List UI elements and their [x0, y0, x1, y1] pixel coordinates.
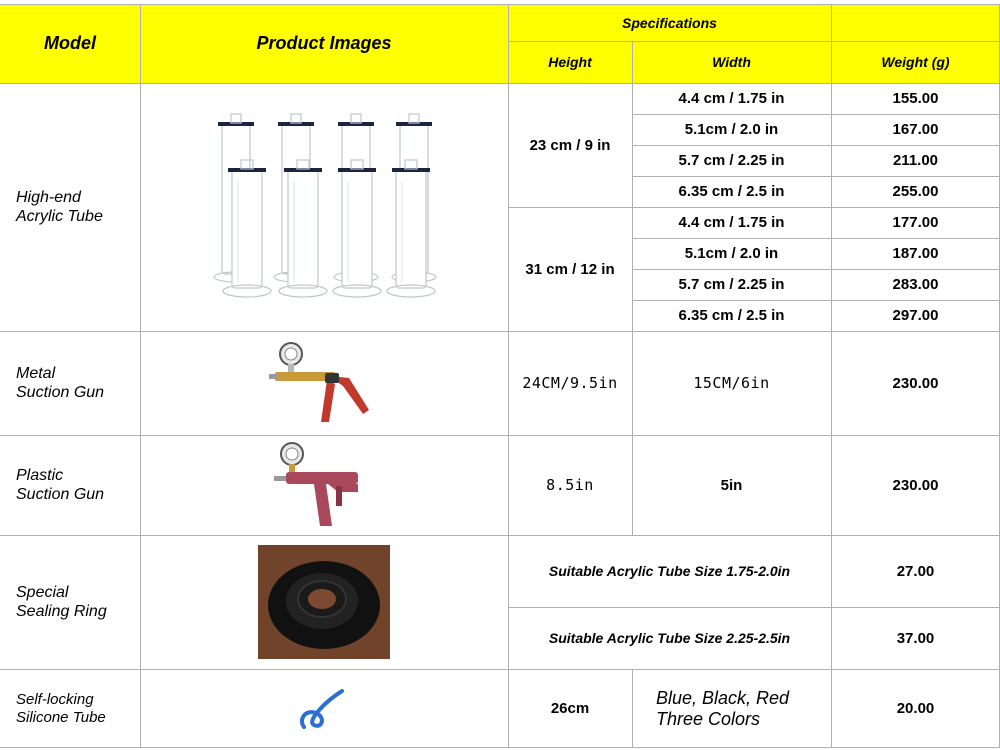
width-cell: 6.35 cm / 2.5 in	[678, 307, 785, 324]
grid-line	[632, 145, 1000, 146]
grid-line	[0, 4, 1000, 5]
grid-line	[831, 4, 832, 748]
header-blank	[831, 4, 1000, 41]
width-metal-gun: 15CM/6in	[693, 374, 770, 392]
grid-line	[632, 269, 1000, 270]
sealing-ring-image	[140, 535, 508, 669]
header-specifications: Specifications	[508, 4, 831, 41]
grid-line	[508, 607, 1000, 608]
weight-cell: 167.00	[892, 121, 939, 138]
weight-plastic-gun: 230.00	[892, 476, 939, 494]
grid-line	[508, 41, 1000, 42]
width-plastic-gun: 5in	[720, 476, 743, 494]
silicone-tube-image	[140, 669, 508, 748]
width-cell: 6.35 cm / 2.5 in	[678, 183, 785, 200]
plastic-suction-gun-image	[140, 435, 508, 535]
width-cell: 5.7 cm / 2.25 in	[678, 152, 785, 169]
width-cell: 5.7 cm / 2.25 in	[678, 276, 785, 293]
model-metal-suction-gun: Metal Suction Gun	[16, 365, 105, 401]
weight-silicone-tube: 20.00	[896, 700, 935, 717]
width-cell: 4.4 cm / 1.75 in	[678, 214, 785, 231]
weight-sealing-ring-small: 27.00	[896, 562, 935, 580]
weight-cell: 177.00	[892, 214, 939, 231]
header-weight: Weight (g)	[831, 41, 1000, 83]
header-width: Width	[632, 41, 831, 83]
grid-line	[632, 176, 1000, 177]
model-sealing-ring: Special Sealing Ring	[16, 584, 107, 620]
height-31cm: 31 cm / 12 in	[525, 260, 615, 278]
grid-line	[0, 535, 1000, 536]
grid-line	[0, 669, 1000, 670]
width-silicone-tube: Blue, Black, Red Three Colors	[656, 687, 790, 729]
acrylic-tubes-image	[140, 83, 508, 331]
model-plastic-suction-gun: Plastic Suction Gun	[16, 467, 105, 503]
height-23cm: 23 cm / 9 in	[529, 136, 611, 154]
sealing-ring-note-large: Suitable Acrylic Tube Size 2.25-2.5in	[548, 630, 791, 646]
grid-line	[632, 238, 1000, 239]
header-model: Model	[0, 4, 140, 83]
grid-line	[0, 747, 1000, 748]
grid-line	[632, 669, 633, 748]
grid-line	[508, 4, 509, 748]
width-cell: 5.1cm / 2.0 in	[684, 121, 779, 138]
model-silicone-tube: Self-locking Silicone Tube	[16, 690, 106, 726]
grid-line	[0, 331, 1000, 332]
sealing-ring-note-small: Suitable Acrylic Tube Size 1.75-2.0in	[548, 563, 791, 579]
weight-cell: 155.00	[892, 90, 939, 107]
grid-line	[508, 207, 1000, 208]
weight-cell: 187.00	[892, 245, 939, 262]
weight-cell: 283.00	[892, 276, 939, 293]
grid-line	[632, 114, 1000, 115]
weight-cell: 211.00	[892, 152, 939, 169]
weight-cell: 297.00	[892, 307, 939, 324]
width-cell: 5.1cm / 2.0 in	[684, 245, 779, 262]
height-metal-gun: 24CM/9.5in	[522, 374, 618, 392]
metal-suction-gun-image	[140, 331, 508, 435]
weight-metal-gun: 230.00	[892, 374, 939, 392]
model-acrylic-tube: High-end Acrylic Tube	[16, 189, 103, 225]
height-plastic-gun: 8.5in	[546, 476, 594, 494]
header-product-images: Product Images	[140, 4, 508, 83]
height-silicone-tube: 26cm	[550, 700, 590, 717]
weight-cell: 255.00	[892, 183, 939, 200]
width-cell: 4.4 cm / 1.75 in	[678, 90, 785, 107]
weight-sealing-ring-large: 37.00	[896, 629, 935, 647]
grid-line	[632, 300, 1000, 301]
header-height: Height	[508, 41, 632, 83]
grid-line	[0, 83, 1000, 84]
grid-line	[0, 435, 1000, 436]
grid-line	[140, 4, 141, 748]
grid-line	[632, 41, 633, 535]
